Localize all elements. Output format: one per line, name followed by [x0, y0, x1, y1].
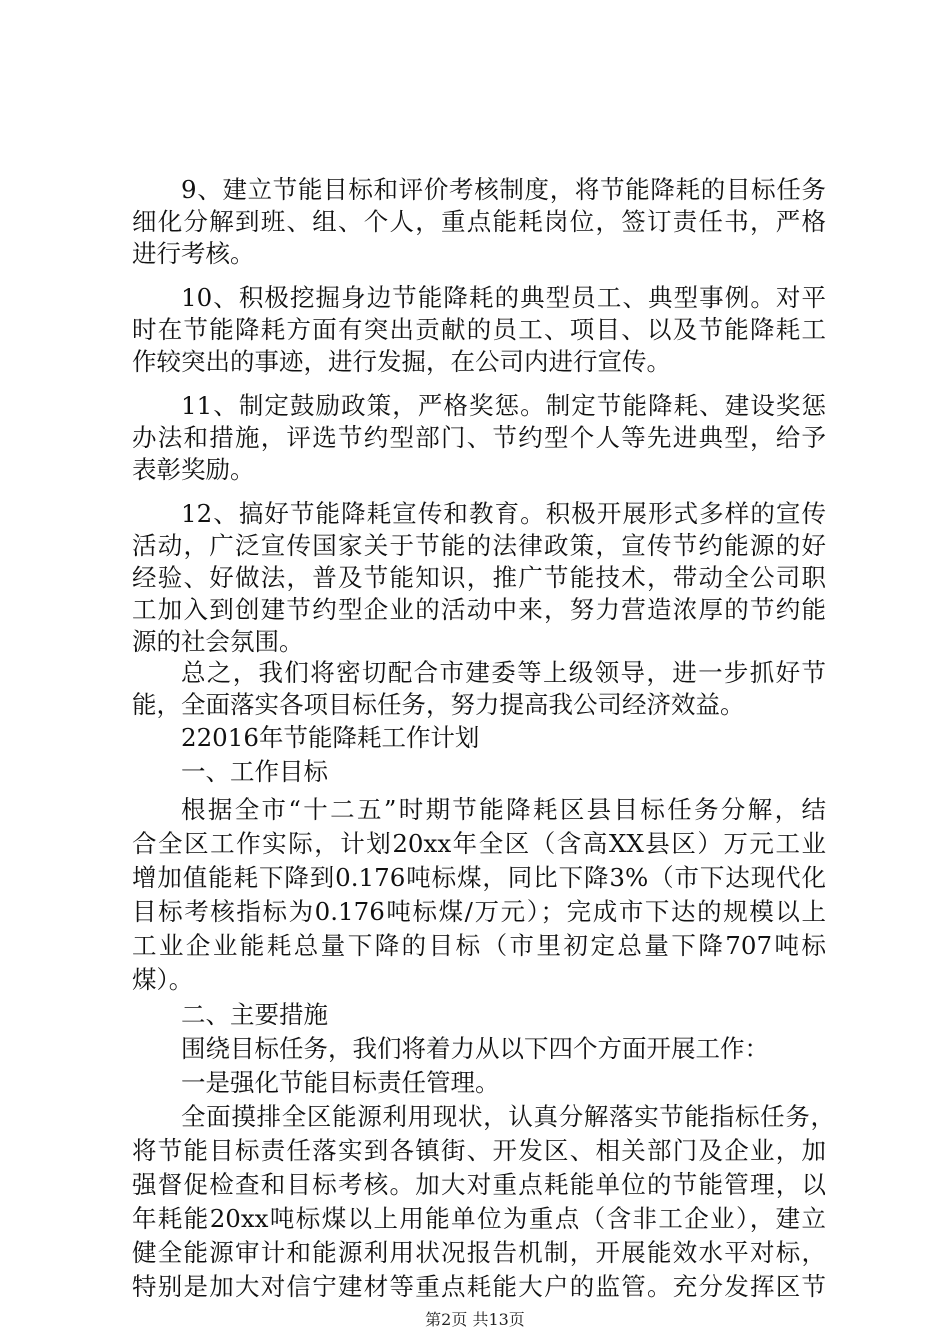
- section-heading: 二、主要措施: [181, 1000, 328, 1029]
- text-line: 能，全面落实各项目标任务，努力提高我公司经济效益。: [132, 690, 745, 719]
- text-line: 9、建立节能目标和评价考核制度，将节能降耗的目标任务: [181, 175, 826, 204]
- text-line: 围绕目标任务，我们将着力从以下四个方面开展工作：: [181, 1034, 769, 1063]
- text-line: 活动，广泛宣传国家关于节能的法律政策，宣传节约能源的好: [132, 531, 826, 560]
- page-number-footer: 第2页 共13页: [425, 1310, 525, 1329]
- text-line: 工业企业能耗总量下降的目标（市里初定总量下降707吨标: [132, 931, 826, 960]
- text-line: 强督促检查和目标考核。加大对重点耗能单位的节能管理，以: [132, 1170, 826, 1199]
- text-line: 进行考核。: [132, 239, 255, 268]
- section-title: 22016年节能降耗工作计划: [181, 723, 480, 752]
- text-line: 年耗能20xx吨标煤以上用能单位为重点（含非工企业），建立: [132, 1204, 826, 1233]
- text-line: 一是强化节能目标责任管理。: [181, 1068, 500, 1097]
- text-line: 目标考核指标为0.176吨标煤/万元）；完成市下达的规模以上: [132, 897, 826, 926]
- text-line: 时在节能降耗方面有突出贡献的员工、项目、以及节能降耗工: [132, 315, 826, 344]
- text-line: 特别是加大对信宁建材等重点耗能大户的监管。充分发挥区节: [132, 1272, 826, 1301]
- text-line: 表彰奖励。: [132, 455, 255, 484]
- text-line: 工加入到创建节约型企业的活动中来，努力营造浓厚的节约能: [132, 595, 826, 624]
- text-line: 经验、好做法，普及节能知识，推广节能技术，带动全公司职: [132, 563, 826, 592]
- text-line: 11、制定鼓励政策，严格奖惩。制定节能降耗、建设奖惩: [181, 391, 826, 420]
- text-line: 全面摸排全区能源利用现状，认真分解落实节能指标任务，: [181, 1102, 835, 1131]
- text-line: 增加值能耗下降到0.176吨标煤，同比下降3%（市下达现代化: [132, 863, 826, 892]
- text-line: 根据全市“十二五”时期节能降耗区县目标任务分解，结: [181, 795, 826, 824]
- text-line: 健全能源审计和能源利用状况报告机制，开展能效水平对标，: [132, 1238, 826, 1267]
- text-line: 将节能目标责任落实到各镇街、开发区、相关部门及企业，加: [132, 1136, 826, 1165]
- text-line: 12、搞好节能降耗宣传和教育。积极开展形式多样的宣传: [181, 499, 826, 528]
- text-line: 细化分解到班、组、个人，重点能耗岗位，签订责任书，严格: [132, 207, 826, 236]
- section-heading: 一、工作目标: [181, 757, 328, 786]
- text-line: 总之，我们将密切配合市建委等上级领导，进一步抓好节: [181, 658, 826, 687]
- text-line: 煤）。: [132, 965, 194, 994]
- text-line: 10、积极挖掘身边节能降耗的典型员工、典型事例。对平: [181, 283, 826, 312]
- text-line: 合全区工作实际，计划20xx年全区（含高XX县区）万元工业: [132, 829, 826, 858]
- text-line: 作较突出的事迹，进行发掘，在公司内进行宣传。: [132, 347, 671, 376]
- text-line: 源的社会氛围。: [132, 627, 304, 656]
- text-line: 办法和措施，评选节约型部门、节约型个人等先进典型，给予: [132, 423, 826, 452]
